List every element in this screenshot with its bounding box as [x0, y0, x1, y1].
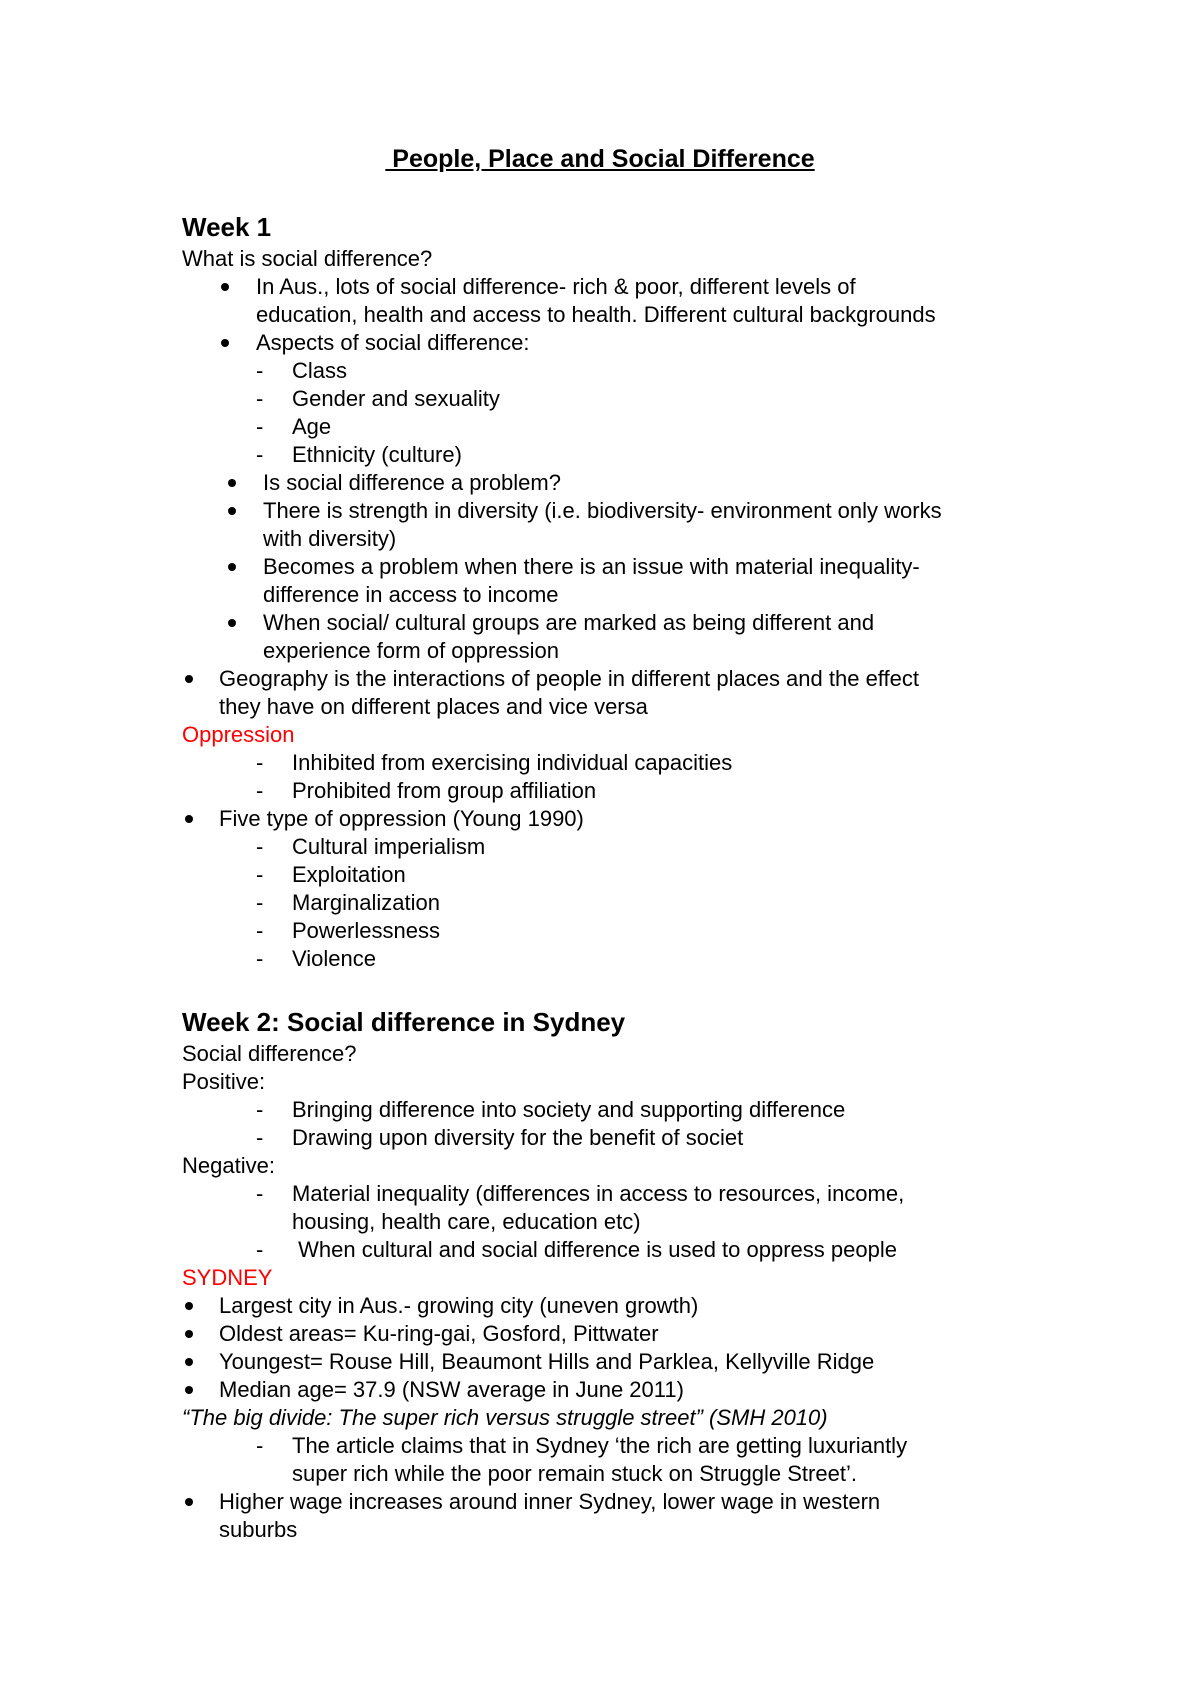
- article-quote: “The big divide: The super rich versus struggle street” (SMH 2010): [182, 1405, 828, 1430]
- negative-item-1-line-1: Material inequality (differences in access to resources, income,: [292, 1181, 905, 1206]
- bullet-icon: [185, 1330, 193, 1338]
- oppression-type-item: Powerlessness: [292, 918, 440, 943]
- dash-icon: -: [256, 778, 264, 803]
- aspect-item: Age: [292, 414, 332, 439]
- bullet-icon: [221, 283, 229, 291]
- dash-icon: -: [256, 1125, 264, 1150]
- dash-icon: -: [256, 1433, 264, 1458]
- week1-bullet-2: Aspects of social difference:: [256, 330, 530, 355]
- negative-item-2: When cultural and social difference is used to oppress people: [292, 1237, 897, 1262]
- negative-label: Negative:: [182, 1153, 275, 1178]
- aspect-item: Class: [292, 358, 348, 383]
- document-title: People, Place and Social Difference: [385, 145, 815, 173]
- dash-icon: -: [256, 442, 264, 467]
- bullet-icon: [185, 1386, 193, 1394]
- sydney-item: Largest city in Aus.- growing city (uneven growth): [219, 1293, 699, 1318]
- week1-bullet-4-line-1: There is strength in diversity (i.e. biodiversity- environment only works: [263, 498, 942, 523]
- article-summary-line-2: super rich while the poor remain stuck on Struggle Street’.: [292, 1461, 857, 1486]
- aspect-item: Ethnicity (culture): [292, 442, 462, 467]
- bullet-icon: [185, 675, 193, 683]
- oppression-type-item: Exploitation: [292, 862, 406, 887]
- bullet-icon: [228, 479, 236, 487]
- week1-bullet-8: Five type of oppression (Young 1990): [219, 806, 584, 831]
- week1-bullet-7-line-1: Geography is the interactions of people in different places and the effect: [219, 666, 919, 691]
- bullet-icon: [228, 507, 236, 515]
- week1-bullet-1-line-2: education, health and access to health. Different cultural backgrounds: [256, 302, 936, 327]
- dash-icon: -: [256, 414, 264, 439]
- bullet-icon: [228, 563, 236, 571]
- positive-label: Positive:: [182, 1069, 266, 1094]
- week1-bullet-4-line-2: with diversity): [263, 526, 397, 551]
- week1-bullet-6-line-2: experience form of oppression: [263, 638, 559, 663]
- bullet-icon: [185, 1302, 193, 1310]
- bullet-icon: [185, 1498, 193, 1506]
- week1-heading: Week 1: [182, 212, 272, 242]
- dash-icon: -: [256, 1237, 264, 1262]
- week1-bullet-1-line-1: In Aus., lots of social difference- rich & poor, different levels of: [256, 274, 856, 299]
- sydney-item: Oldest areas= Ku-ring-gai, Gosford, Pittwater: [219, 1321, 659, 1346]
- dash-icon: -: [256, 358, 264, 383]
- week2-heading: Week 2: Social difference in Sydney: [182, 1007, 626, 1037]
- oppression-label: Oppression: [182, 722, 295, 747]
- dash-icon: -: [256, 834, 264, 859]
- dash-icon: -: [256, 946, 264, 971]
- oppression-type-item: Violence: [292, 946, 376, 971]
- dash-icon: -: [256, 750, 264, 775]
- dash-icon: -: [256, 386, 264, 411]
- week1-bullet-5-line-2: difference in access to income: [263, 582, 559, 607]
- bullet-icon: [228, 619, 236, 627]
- article-summary-line-1: The article claims that in Sydney ‘the rich are getting luxuriantly: [292, 1433, 908, 1458]
- dash-icon: -: [256, 1181, 264, 1206]
- bullet-icon: [185, 1358, 193, 1366]
- dash-icon: -: [256, 1097, 264, 1122]
- wage-item-line-1: Higher wage increases around inner Sydney, lower wage in western: [219, 1489, 881, 1514]
- week1-bullet-5-line-1: Becomes a problem when there is an issue with material inequality-: [263, 554, 920, 579]
- bullet-icon: [185, 815, 193, 823]
- week1-question: What is social difference?: [182, 246, 433, 271]
- sydney-label: SYDNEY: [182, 1265, 273, 1290]
- oppression-item: Prohibited from group affiliation: [292, 778, 597, 803]
- oppression-item: Inhibited from exercising individual capacities: [292, 750, 733, 775]
- week1-bullet-6-line-1: When social/ cultural groups are marked as being different and: [263, 610, 875, 635]
- dash-icon: -: [256, 890, 264, 915]
- oppression-type-item: Cultural imperialism: [292, 834, 486, 859]
- sydney-item: Youngest= Rouse Hill, Beaumont Hills and Parklea, Kellyville Ridge: [219, 1349, 875, 1374]
- oppression-type-item: Marginalization: [292, 890, 440, 915]
- sydney-item: Median age= 37.9 (NSW average in June 2011): [219, 1377, 684, 1402]
- wage-item-line-2: suburbs: [219, 1517, 298, 1542]
- positive-item: Drawing upon diversity for the benefit of societ: [292, 1125, 744, 1150]
- bullet-icon: [221, 339, 229, 347]
- dash-icon: -: [256, 918, 264, 943]
- week1-bullet-3: Is social difference a problem?: [263, 470, 561, 495]
- aspect-item: Gender and sexuality: [292, 386, 500, 411]
- dash-icon: -: [256, 862, 264, 887]
- positive-item: Bringing difference into society and supporting difference: [292, 1097, 846, 1122]
- week2-question: Social difference?: [182, 1041, 357, 1066]
- week1-bullet-7-line-2: they have on different places and vice versa: [219, 694, 648, 719]
- negative-item-1-line-2: housing, health care, education etc): [292, 1209, 641, 1234]
